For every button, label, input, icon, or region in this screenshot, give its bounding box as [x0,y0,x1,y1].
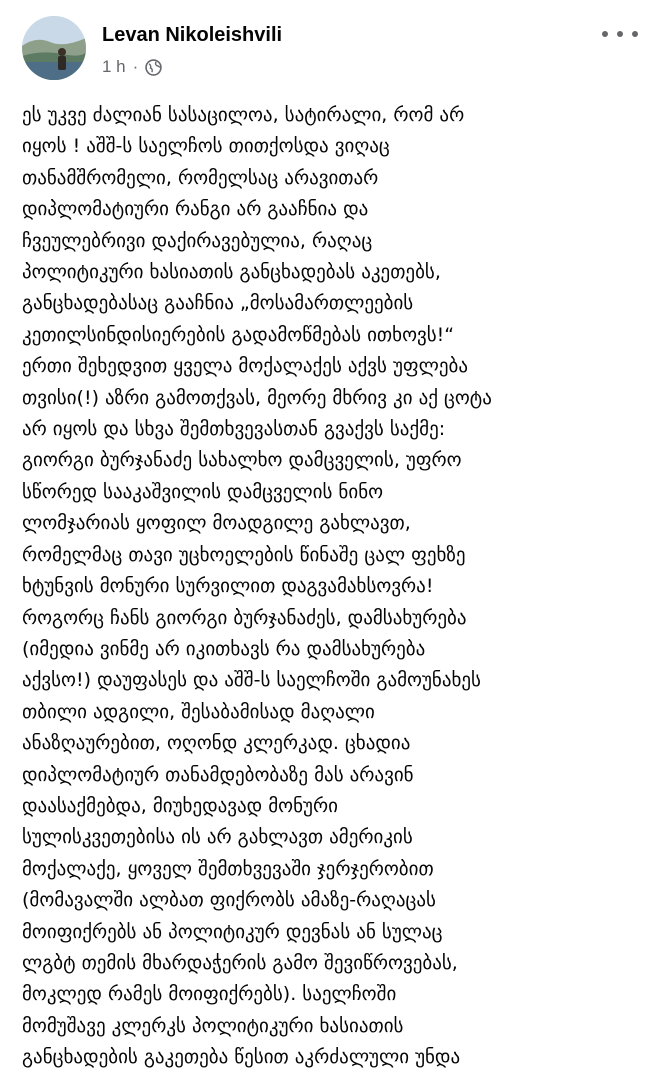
post-text-line: მოქალაქე, ყოველ შემთხვევაში ჯერჯერობით [22,857,434,880]
more-options-button[interactable] [602,24,638,44]
post-text-line: (იმედია ვინმე არ იკითხავს რა დამსახურება [22,637,426,660]
post-text-line: დიპლომატიურ თანამდებობაზე მას არავინ [22,763,414,786]
post-text-line: თანამშრომელი, რომელსაც არავითარ [22,166,379,189]
more-options-icon-dot [632,31,638,37]
post-text-line: მოიფიქრებს ან პოლიტიკურ დევნას ან სულაც [22,920,443,943]
post-text-line: ხტუნვის მონური სურვილით დაგვამახსოვრა! [22,575,434,598]
post-text-line: განცხადებასაც გააჩნია „მოსამართლეების [22,292,414,315]
post-text-line: მოკლედ რამეს მოიფიქრებს). საელჩოში [22,983,397,1006]
avatar-photo [22,16,86,80]
post-text-line: ლგბტ თემის მხარდაჭერის გამო შევიწროვებას, [22,951,458,974]
post-body [22,100,640,1074]
post-text-line: დაასაქმებდა, მიუხედავად მონური [22,794,338,817]
post-text-line: როგორც ჩანს გიორგი ბურჯანაძეს, დამსახურება [22,606,467,629]
post-text-line: თბილი ადგილი, შესაბამისად მაღალი [22,700,375,723]
post-text-line: ჩვეულებრივი დაქირავებულია, რაღაც [22,229,373,252]
post-time[interactable]: 1 h [102,57,126,76]
post-header [0,0,658,92]
meta-separator: · [132,57,139,76]
post-text-line: ანაზღაურებით, ოღონდ კლერკად. ცხადია [22,732,411,755]
post-text-line: პოლიტიკური ხასიათის განცხადებას აკეთებს, [22,261,441,284]
post-text-line: ეს უკვე ძალიან სასაცილოა, სატირალი, რომ არ [22,104,465,126]
post-text-line: განცხადების გაკეთება წესით აკრძალული უნდა [22,1046,461,1069]
post-meta [102,56,162,78]
more-options-icon-dot [617,31,623,37]
post-text-line: სულისკვეთებისა ის არ გახლავთ ამერიკის [22,826,413,849]
post-text-line: კეთილსინდისიერების გადამოწმებას ითხოვს!“ [22,323,455,346]
post-text-line: არ იყოს და სხვა შემთხვევასთან გვაქვს საქმე: [22,418,446,441]
author-name[interactable]: Levan Nikoleishvili [102,24,283,46]
post-text-line: გიორგი ბურჯანაძე სახალხო დამცველის, უფრო [22,449,462,472]
post-text-line: სწორედ სააკაშვილის დამცველის ნინო [22,480,384,503]
post-text-line: იყოს ! აშშ-ს საელჩოს თითქოსდა ვიღაც [22,135,390,158]
post-text-line: ერთი შეხედვით ყველა მოქალაქეს აქვს უფლება [22,355,468,378]
post-text-line: აქვსო!) დაუფასეს და აშშ-ს საელჩოში გამოუნახეს [22,669,481,692]
post-text-line: რომელმაც თავი უცხოელების წინაშე ცალ ფეხზე [22,543,466,566]
post-text-line: ლომჯარიას ყოფილ მოადგილე გახლავთ, [22,512,411,535]
globe-icon[interactable] [145,59,162,76]
post-text-line: თვისი(!) აზრი გამოთქვას, მეორე მხრივ კი აქ ცოტა [22,386,492,409]
post-text-line: მომუშავე კლერკს პოლიტიკური ხასიათის [22,1014,404,1037]
more-options-icon [602,31,608,37]
post-text-line: (მომავალში ალბათ ფიქრობს ამაზე-რაღაცას [22,889,436,912]
post-text-line: დიპლომატიური რანგი არ გააჩნია და [22,198,369,221]
avatar[interactable] [22,16,86,80]
